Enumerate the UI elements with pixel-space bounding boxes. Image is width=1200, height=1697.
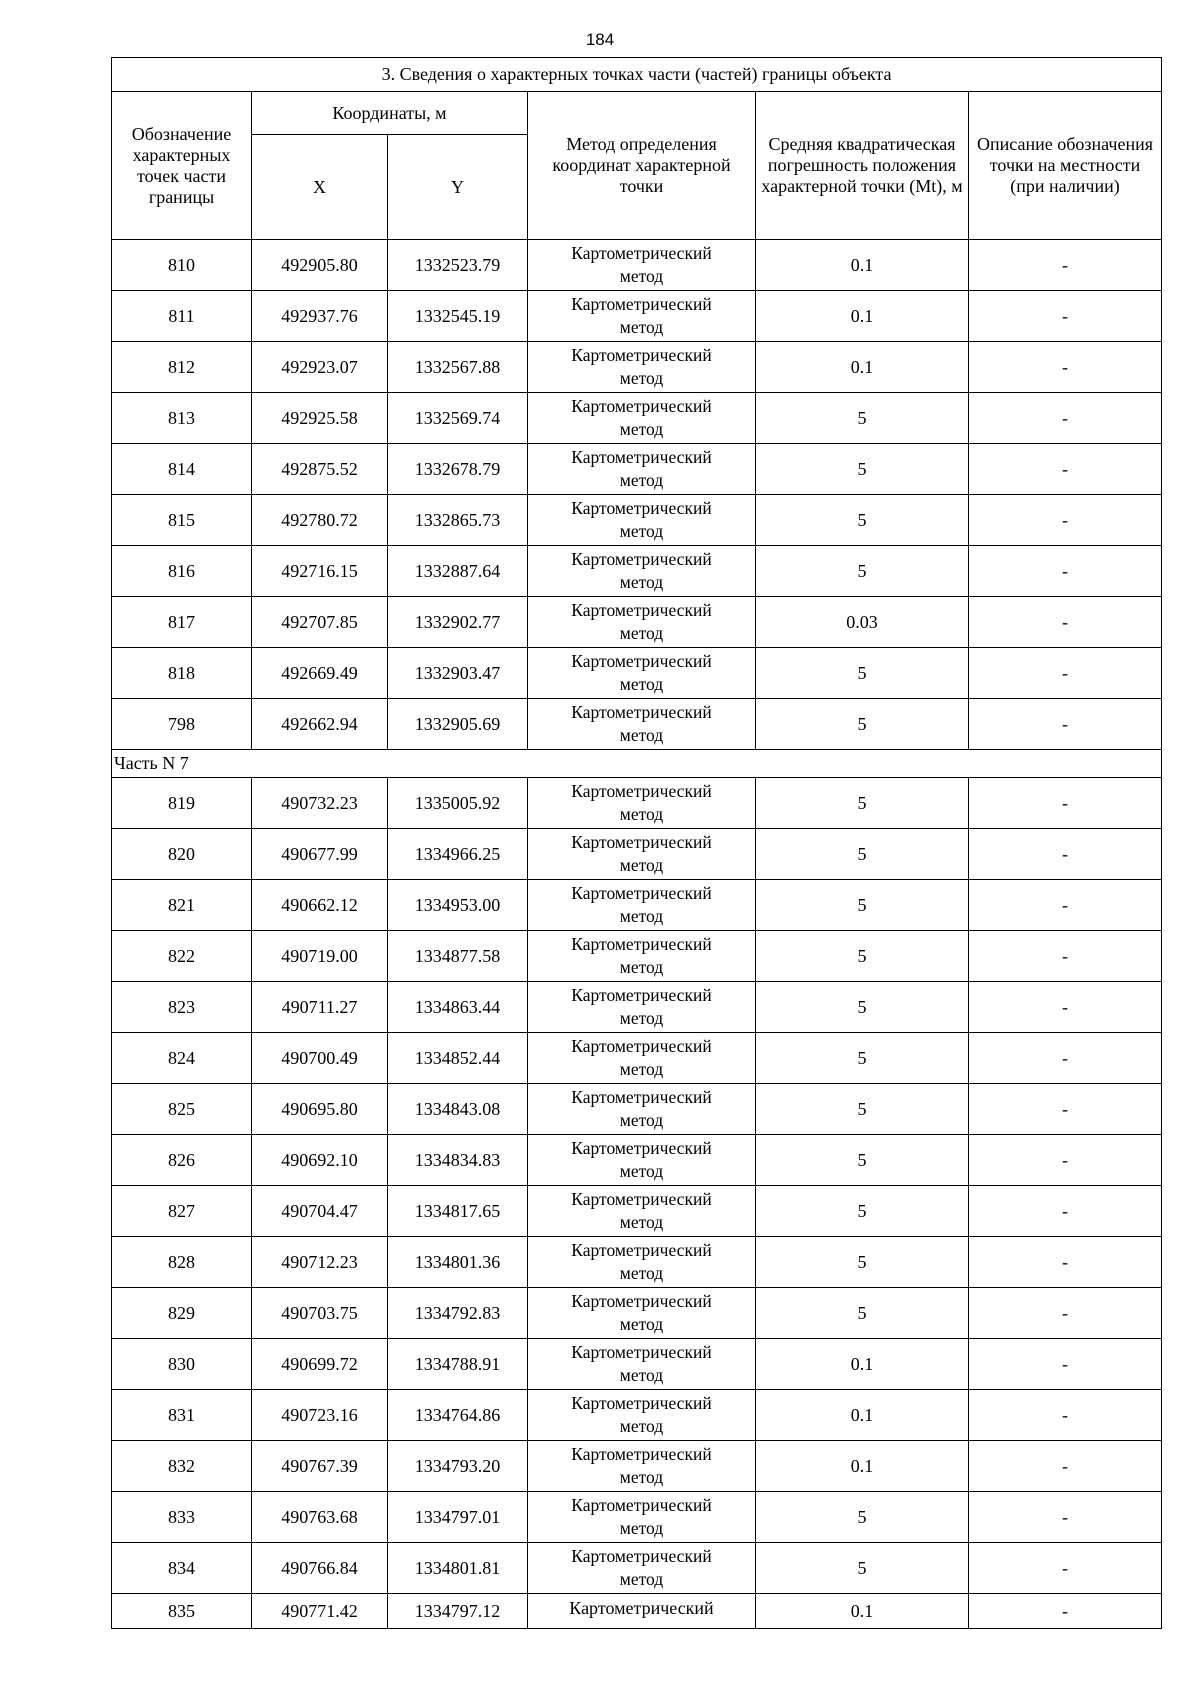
- table-row: [112, 1288, 1162, 1339]
- cell-mt: 5: [756, 1033, 969, 1084]
- header-designation: Обозначение характерных точек части границы: [112, 92, 252, 240]
- cell-mt: 5: [756, 495, 969, 546]
- method-line-1: Картометрический: [571, 1087, 712, 1107]
- table-row: [112, 1594, 1162, 1629]
- table-row: [112, 1237, 1162, 1288]
- cell-id: 830: [112, 1339, 252, 1390]
- cell-method: [528, 393, 756, 444]
- cell-mt: 5: [756, 778, 969, 829]
- table-row: [112, 778, 1162, 829]
- cell-mt: 5: [756, 1186, 969, 1237]
- cell-desc: -: [969, 931, 1162, 982]
- cell-method: [528, 982, 756, 1033]
- method-line-2: метод: [619, 855, 664, 875]
- cell-mt: 5: [756, 1084, 969, 1135]
- cell-x: 490695.80: [252, 1084, 388, 1135]
- cell-id: 835: [112, 1594, 252, 1629]
- cell-id: 816: [112, 546, 252, 597]
- method-line-1: Картометрический: [571, 985, 712, 1005]
- cell-x: 490771.42: [252, 1594, 388, 1629]
- cell-y: 1332569.74: [388, 393, 528, 444]
- table-title: 3. Сведения о характерных точках части (частей) границы объекта: [112, 58, 1162, 92]
- method-line-1: Картометрический: [571, 1138, 712, 1158]
- method-line-1: Картометрический: [571, 1291, 712, 1311]
- table-row: [112, 1135, 1162, 1186]
- header-coordinates: Координаты, м: [252, 92, 528, 135]
- method-line-1: Картометрический: [571, 1342, 712, 1362]
- cell-method: [528, 444, 756, 495]
- cell-mt: 5: [756, 648, 969, 699]
- rows-part-a: [112, 240, 1162, 750]
- cell-x: 490700.49: [252, 1033, 388, 1084]
- cell-x: 492780.72: [252, 495, 388, 546]
- method-line-2: метод: [619, 1365, 664, 1385]
- cell-x: 492875.52: [252, 444, 388, 495]
- cell-id: 819: [112, 778, 252, 829]
- method-line-2: метод: [619, 1314, 664, 1334]
- cell-desc: -: [969, 699, 1162, 750]
- method-line-2: метод: [619, 1212, 664, 1232]
- table-row: [112, 495, 1162, 546]
- cell-id: 814: [112, 444, 252, 495]
- method-line-2: метод: [619, 1467, 664, 1487]
- table-row: [112, 1084, 1162, 1135]
- table-row: [112, 1390, 1162, 1441]
- table-row: [112, 393, 1162, 444]
- cell-mt: 5: [756, 699, 969, 750]
- cell-method: [528, 1390, 756, 1441]
- table-row: [112, 1033, 1162, 1084]
- cell-desc: -: [969, 1288, 1162, 1339]
- method-line-1: Картометрический: [571, 294, 712, 314]
- cell-method: [528, 1033, 756, 1084]
- header-description: Описание обозначения точки на местности (при наличии): [969, 92, 1162, 240]
- cell-mt: 0.1: [756, 342, 969, 393]
- cell-y: 1332523.79: [388, 240, 528, 291]
- table-row: [112, 982, 1162, 1033]
- method-line-2: метод: [619, 674, 664, 694]
- header-method: Метод определения координат характерной точки: [528, 92, 756, 240]
- cell-x: 490662.12: [252, 880, 388, 931]
- method-line-1: Картометрический: [571, 934, 712, 954]
- cell-method: [528, 1288, 756, 1339]
- cell-id: 826: [112, 1135, 252, 1186]
- cell-mt: 5: [756, 829, 969, 880]
- table-row: [112, 444, 1162, 495]
- method-line-2: метод: [619, 470, 664, 490]
- cell-y: 1332567.88: [388, 342, 528, 393]
- table-row: [112, 342, 1162, 393]
- method-line-2: метод: [619, 1518, 664, 1538]
- cell-id: 823: [112, 982, 252, 1033]
- method-line-1: Картометрический: [571, 832, 712, 852]
- cell-x: 492905.80: [252, 240, 388, 291]
- cell-desc: -: [969, 1441, 1162, 1492]
- cell-mt: 0.1: [756, 1441, 969, 1492]
- cell-method: [528, 342, 756, 393]
- cell-mt: 5: [756, 393, 969, 444]
- cell-id: 798: [112, 699, 252, 750]
- cell-x: 490712.23: [252, 1237, 388, 1288]
- cell-x: 490699.72: [252, 1339, 388, 1390]
- cell-id: 813: [112, 393, 252, 444]
- table-row: [112, 880, 1162, 931]
- cell-id: 812: [112, 342, 252, 393]
- method-line-1: Картометрический: [571, 1393, 712, 1413]
- method-line-1: Картометрический: [571, 1546, 712, 1566]
- cell-method: [528, 1441, 756, 1492]
- cell-mt: 0.1: [756, 240, 969, 291]
- method-line-2: метод: [619, 1008, 664, 1028]
- method-line-1: Картометрический: [571, 396, 712, 416]
- cell-desc: -: [969, 648, 1162, 699]
- cell-id: 828: [112, 1237, 252, 1288]
- cell-mt: 5: [756, 880, 969, 931]
- method-line-2: метод: [619, 957, 664, 977]
- cell-y: 1334797.01: [388, 1492, 528, 1543]
- cell-x: 490723.16: [252, 1390, 388, 1441]
- cell-mt: 5: [756, 931, 969, 982]
- cell-mt: 0.1: [756, 291, 969, 342]
- method-line-1: Картометрический: [571, 243, 712, 263]
- cell-id: 831: [112, 1390, 252, 1441]
- cell-y: 1334801.36: [388, 1237, 528, 1288]
- table-row: [112, 931, 1162, 982]
- cell-desc: -: [969, 1594, 1162, 1629]
- cell-x: 492662.94: [252, 699, 388, 750]
- cell-x: 490703.75: [252, 1288, 388, 1339]
- cell-method: [528, 597, 756, 648]
- method-line-1: Картометрический: [571, 1240, 712, 1260]
- cell-mt: 0.1: [756, 1594, 969, 1629]
- method-line-1: Картометрический: [571, 600, 712, 620]
- method-line-2: метод: [619, 368, 664, 388]
- cell-y: 1334817.65: [388, 1186, 528, 1237]
- table-row: [112, 829, 1162, 880]
- method-line-1: Картометрический: [571, 549, 712, 569]
- cell-x: 490719.00: [252, 931, 388, 982]
- table-row: [112, 1543, 1162, 1594]
- cell-method: [528, 699, 756, 750]
- characteristic-points-table: [111, 57, 1162, 1629]
- cell-mt: 5: [756, 444, 969, 495]
- cell-desc: -: [969, 1084, 1162, 1135]
- cell-mt: 5: [756, 1135, 969, 1186]
- page-number: 184: [585, 30, 615, 49]
- cell-mt: 0.1: [756, 1339, 969, 1390]
- cell-desc: -: [969, 342, 1162, 393]
- cell-x: 490763.68: [252, 1492, 388, 1543]
- cell-id: 818: [112, 648, 252, 699]
- cell-method: [528, 648, 756, 699]
- cell-method: [528, 1339, 756, 1390]
- cell-y: 1334953.00: [388, 880, 528, 931]
- cell-desc: -: [969, 1186, 1162, 1237]
- cell-method: [528, 1084, 756, 1135]
- cell-x: 492716.15: [252, 546, 388, 597]
- method-line-1: Картометрический: [571, 702, 712, 722]
- cell-method: [528, 829, 756, 880]
- section-row: [112, 750, 1162, 778]
- cell-mt: 5: [756, 1492, 969, 1543]
- cell-method: [528, 1135, 756, 1186]
- header-mt: Средняя квадратическая погрешность положения характерной точки (Mt), м: [756, 92, 969, 240]
- cell-id: 822: [112, 931, 252, 982]
- table-row: [112, 240, 1162, 291]
- table-row: [112, 1186, 1162, 1237]
- cell-desc: -: [969, 1237, 1162, 1288]
- table-row: [112, 699, 1162, 750]
- cell-desc: -: [969, 1339, 1162, 1390]
- method-line-2: метод: [619, 1569, 664, 1589]
- cell-id: 815: [112, 495, 252, 546]
- method-line-1: Картометрический: [571, 1495, 712, 1515]
- method-line-2: метод: [619, 1263, 664, 1283]
- header-x: X: [252, 135, 388, 240]
- cell-id: 832: [112, 1441, 252, 1492]
- cell-desc: -: [969, 597, 1162, 648]
- table-row: [112, 546, 1162, 597]
- cell-method: [528, 546, 756, 597]
- cell-method: [528, 1186, 756, 1237]
- method-line-1: Картометрический: [571, 345, 712, 365]
- cell-method: [528, 778, 756, 829]
- method-line-2: метод: [619, 419, 664, 439]
- section-label: Часть N 7: [112, 750, 1162, 778]
- cell-x: 490677.99: [252, 829, 388, 880]
- method-line-2: метод: [619, 1059, 664, 1079]
- cell-x: 490766.84: [252, 1543, 388, 1594]
- cell-desc: -: [969, 1135, 1162, 1186]
- method-line-2: метод: [619, 906, 664, 926]
- cell-x: 492669.49: [252, 648, 388, 699]
- table-row: [112, 1441, 1162, 1492]
- method-line-1: Картометрический: [571, 781, 712, 801]
- method-line-2: метод: [619, 317, 664, 337]
- cell-method: [528, 880, 756, 931]
- cell-id: 829: [112, 1288, 252, 1339]
- cell-y: 1334966.25: [388, 829, 528, 880]
- cell-y: 1334797.12: [388, 1594, 528, 1629]
- cell-id: 820: [112, 829, 252, 880]
- method-line-1: Картометрический: [571, 447, 712, 467]
- cell-desc: -: [969, 982, 1162, 1033]
- cell-x: 492925.58: [252, 393, 388, 444]
- cell-y: 1332678.79: [388, 444, 528, 495]
- cell-id: 834: [112, 1543, 252, 1594]
- cell-id: 811: [112, 291, 252, 342]
- method-line-1: Картометрический: [571, 651, 712, 671]
- header-y: Y: [388, 135, 528, 240]
- cell-y: 1334834.83: [388, 1135, 528, 1186]
- method-line-1: Картометрический: [571, 1189, 712, 1209]
- cell-mt: 5: [756, 982, 969, 1033]
- cell-method: [528, 495, 756, 546]
- cell-desc: -: [969, 393, 1162, 444]
- method-line-1: Картометрический: [571, 1444, 712, 1464]
- cell-desc: -: [969, 546, 1162, 597]
- cell-y: 1334877.58: [388, 931, 528, 982]
- cell-y: 1332903.47: [388, 648, 528, 699]
- cell-desc: -: [969, 1543, 1162, 1594]
- cell-x: 490692.10: [252, 1135, 388, 1186]
- cell-desc: -: [969, 495, 1162, 546]
- cell-desc: -: [969, 778, 1162, 829]
- cell-mt: 5: [756, 546, 969, 597]
- cell-x: 490732.23: [252, 778, 388, 829]
- cell-id: 825: [112, 1084, 252, 1135]
- method-line-1: Картометрический: [571, 498, 712, 518]
- cell-y: 1334792.83: [388, 1288, 528, 1339]
- cell-x: 492923.07: [252, 342, 388, 393]
- cell-method: [528, 931, 756, 982]
- method-line-2: метод: [619, 521, 664, 541]
- cell-x: 490704.47: [252, 1186, 388, 1237]
- cell-mt: 5: [756, 1237, 969, 1288]
- cell-method: [528, 1492, 756, 1543]
- cell-mt: 5: [756, 1288, 969, 1339]
- cell-y: 1334801.81: [388, 1543, 528, 1594]
- cell-id: 824: [112, 1033, 252, 1084]
- cell-method: Картометрический: [528, 1594, 756, 1629]
- method-line-2: метод: [619, 623, 664, 643]
- table-row: [112, 1339, 1162, 1390]
- rows-part-b: [112, 778, 1162, 1594]
- table-row: [112, 648, 1162, 699]
- cell-id: 817: [112, 597, 252, 648]
- cell-desc: -: [969, 1390, 1162, 1441]
- cell-y: 1334852.44: [388, 1033, 528, 1084]
- cell-y: 1335005.92: [388, 778, 528, 829]
- cell-x: 492937.76: [252, 291, 388, 342]
- cell-y: 1334793.20: [388, 1441, 528, 1492]
- table-row: [112, 291, 1162, 342]
- cell-id: 833: [112, 1492, 252, 1543]
- cell-y: 1334788.91: [388, 1339, 528, 1390]
- method-line-1: Картометрический: [571, 1036, 712, 1056]
- cell-id: 827: [112, 1186, 252, 1237]
- cell-desc: -: [969, 444, 1162, 495]
- cell-method: [528, 291, 756, 342]
- cell-y: 1332545.19: [388, 291, 528, 342]
- cell-mt: 0.1: [756, 1390, 969, 1441]
- method-line-1: Картометрический: [571, 883, 712, 903]
- cell-x: 492707.85: [252, 597, 388, 648]
- cell-desc: -: [969, 240, 1162, 291]
- cell-y: 1334843.08: [388, 1084, 528, 1135]
- cell-desc: -: [969, 291, 1162, 342]
- cell-mt: 5: [756, 1543, 969, 1594]
- method-line-2: метод: [619, 266, 664, 286]
- method-line-2: метод: [619, 804, 664, 824]
- cell-mt: 0.03: [756, 597, 969, 648]
- method-line-2: метод: [619, 1161, 664, 1181]
- method-line-2: метод: [619, 1416, 664, 1436]
- cell-y: 1334863.44: [388, 982, 528, 1033]
- cell-y: 1332902.77: [388, 597, 528, 648]
- table-row: [112, 597, 1162, 648]
- cell-y: 1332905.69: [388, 699, 528, 750]
- method-line-2: метод: [619, 725, 664, 745]
- cell-x: 490711.27: [252, 982, 388, 1033]
- method-line-2: метод: [619, 572, 664, 592]
- cell-y: 1332865.73: [388, 495, 528, 546]
- cell-desc: -: [969, 1033, 1162, 1084]
- method-line-2: метод: [619, 1110, 664, 1130]
- cell-y: 1332887.64: [388, 546, 528, 597]
- cell-desc: -: [969, 829, 1162, 880]
- cell-y: 1334764.86: [388, 1390, 528, 1441]
- cell-desc: -: [969, 880, 1162, 931]
- cell-id: 821: [112, 880, 252, 931]
- cell-x: 490767.39: [252, 1441, 388, 1492]
- cell-id: 810: [112, 240, 252, 291]
- cell-desc: -: [969, 1492, 1162, 1543]
- table-row: [112, 1492, 1162, 1543]
- cell-method: [528, 1543, 756, 1594]
- cell-method: [528, 1237, 756, 1288]
- cell-method: [528, 240, 756, 291]
